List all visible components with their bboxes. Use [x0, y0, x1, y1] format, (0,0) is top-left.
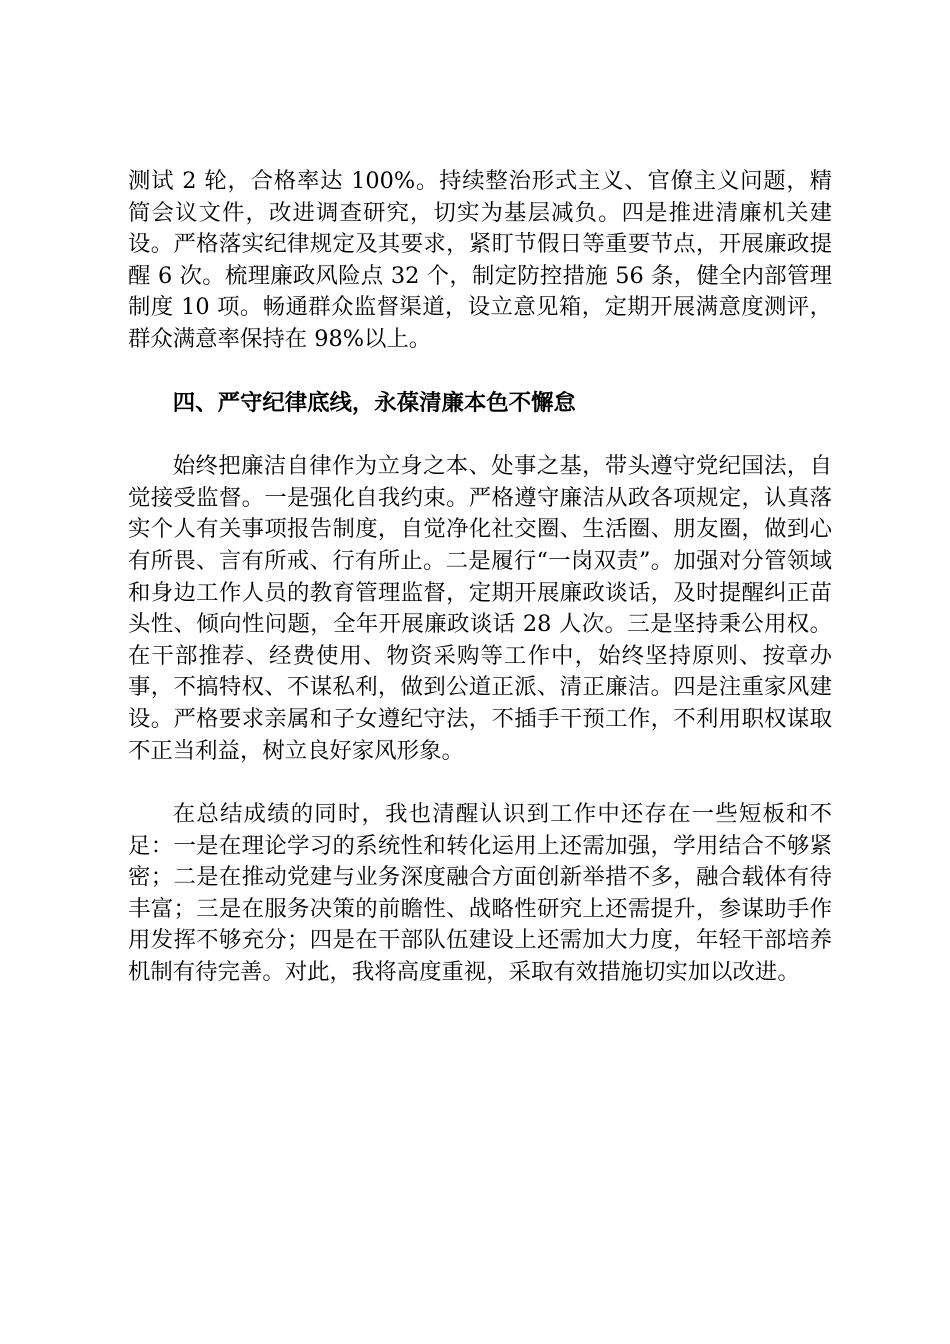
document-body: [128, 166, 832, 989]
paragraph-discipline: 始终把廉洁自律作为立身之本、处事之基，带头遵守党纪国法，自觉接受监督。一是强化自我约束。严格遵守廉洁从政各项规定，认真落实个人有关事项报告制度，自觉净化社交圈、生活圈、朋友圈，做到心有所畏、言有所戒、行有所止。二是履行“一岗双责”。加强对分管领域和身边工作人员的教育管理监督，定期开展廉政谈话，及时提醒纠正苗头性、倾向性问题，全年开展廉政谈话 28 人次。三是坚持秉公用权。在干部推荐、经费使用、物资采购等工作中，始终坚持原则、按章办事，不搞特权、不谋私利，做到公道正派、清正廉洁。四是注重家风建设。严格要求亲属和子女遵纪守法，不插手干预工作，不利用职权谋取不正当利益，树立良好家风形象。: [128, 453, 832, 764]
paragraph-shortcomings: 在总结成绩的同时，我也清醒认识到工作中还存在一些短板和不足：一是在理论学习的系统性和转化运用上还需加强，学用结合不够紧密；二是在推动党建与业务深度融合方面创新举措不多，融合载体有待丰富；三是在服务决策的前瞻性、战略性研究上还需提升，参谋助手作用发挥不够充分；四是在干部队伍建设上还需加大力度，年轻干部培养机制有待完善。对此，我将高度重视，采取有效措施切实加以改进。: [128, 801, 832, 986]
paragraph-spacer: [128, 356, 832, 388]
paragraph-spacer: [128, 767, 832, 799]
paragraph-continued: 测试 2 轮，合格率达 100%。持续整治形式主义、官僚主义问题，精简会议文件，改进调查研究，切实为基层减负。四是推进清廉机关建设。严格落实纪律规定及其要求，紧盯节假日等重要节点，开展廉政提醒 6 次。梳理廉政风险点 32 个，制定防控措施 56 条，健全内部管理制度 10 项。畅通群众监督渠道，设立意见箱，定期开展满意度测评，群众满意率保持在 98%以上。: [128, 168, 832, 352]
paragraph-spacer: [128, 419, 832, 451]
section-heading-4: 四、严守纪律底线，永葆清廉本色不懈怠: [172, 389, 576, 416]
